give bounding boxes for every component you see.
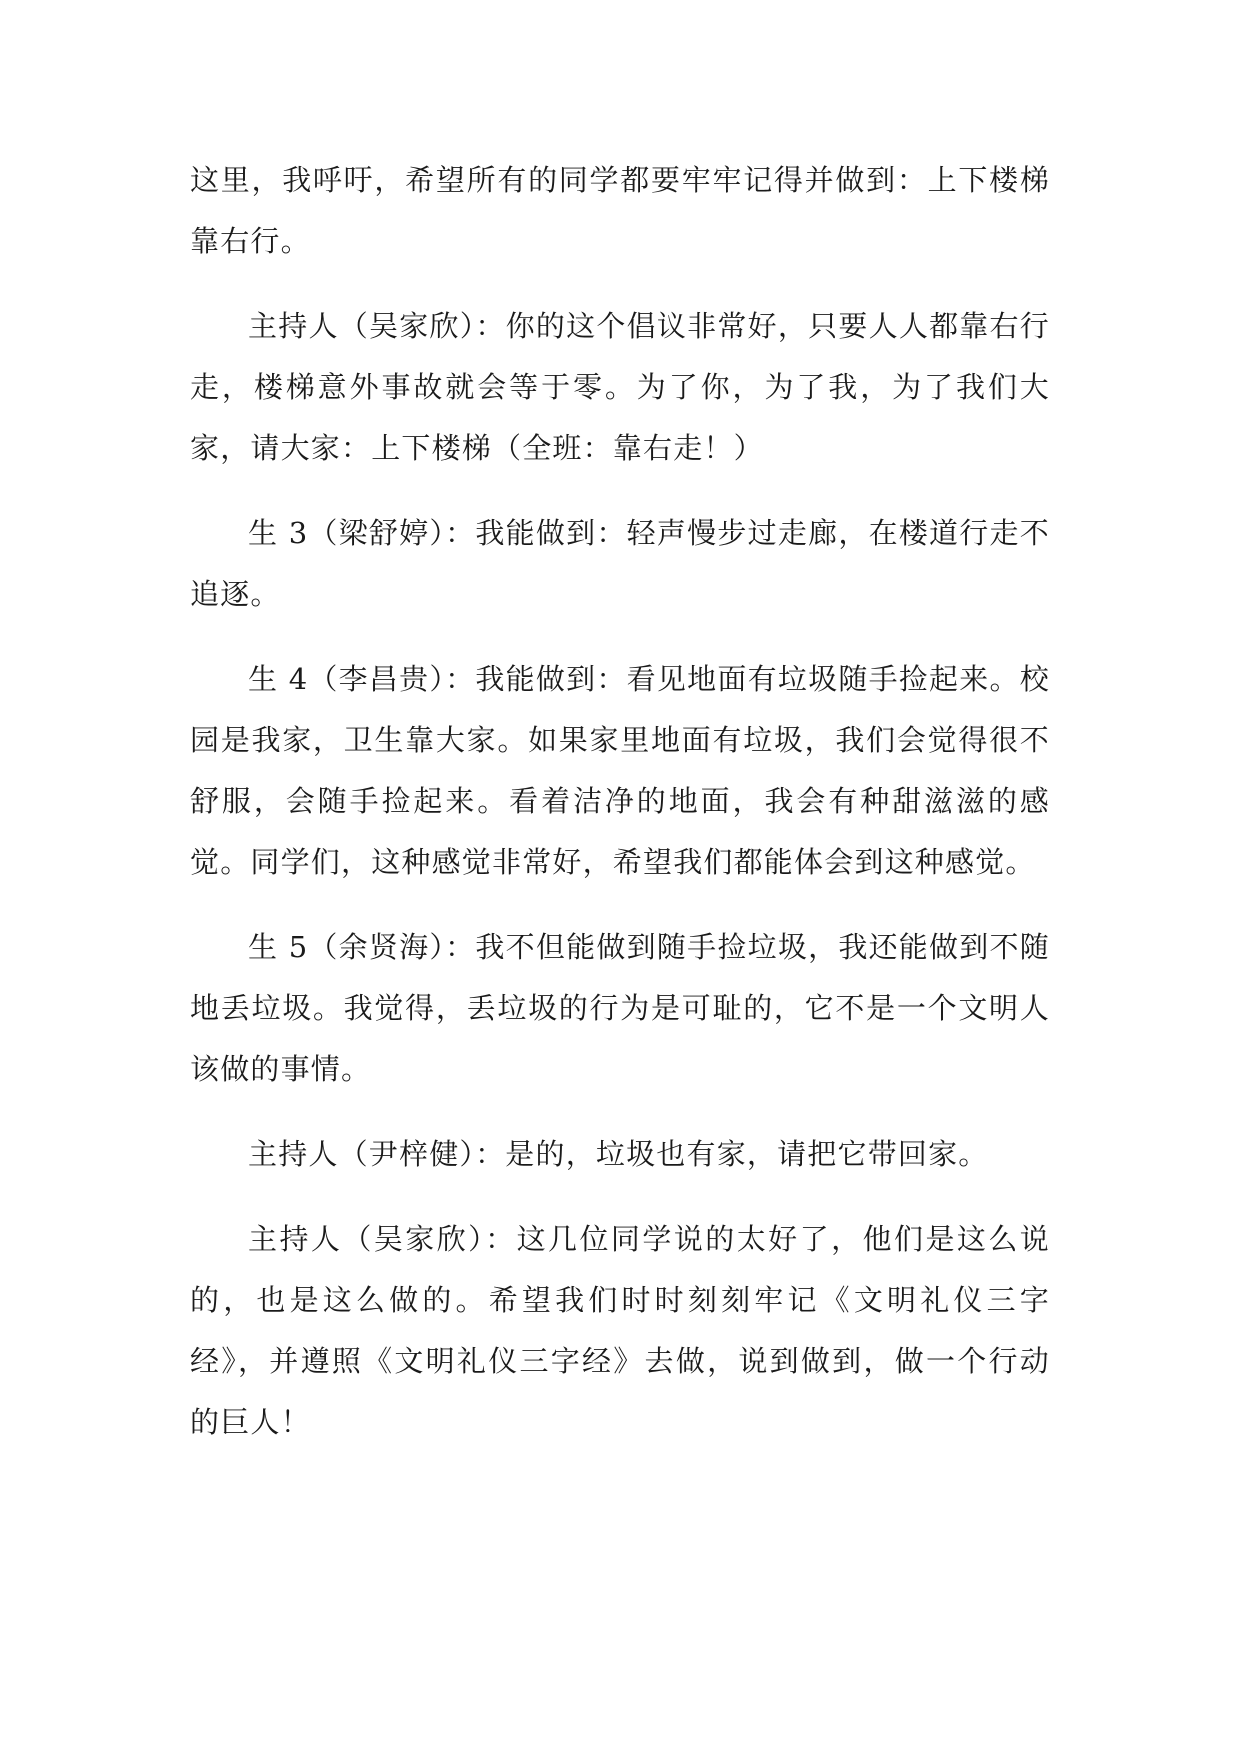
paragraph-student-5: 生 5（余贤海）：我不但能做到随手捡垃圾，我还能做到不随地丢垃圾。我觉得，丢垃圾的行为是可耻的，它不是一个文明人该做的事情。 bbox=[190, 930, 1050, 1086]
paragraph-student-3: 生 3（梁舒婷）：我能做到：轻声慢步过走廊，在楼道行走不追逐。 bbox=[190, 516, 1050, 611]
paragraph-host-wu-1: 主持人（吴家欣）：你的这个倡议非常好，只要人人都靠右行走，楼梯意外事故就会等于零。为了你，为了我，为了我们大家，请大家：上下楼梯（全班：靠右走！） bbox=[190, 309, 1050, 465]
paragraph-host-wu-2: 主持人（吴家欣）：这几位同学说的太好了，他们是这么说的，也是这么做的。希望我们时时刻刻牢记《文明礼仪三字经》，并遵照《文明礼仪三字经》去做，说到做到，做一个行动的巨人！ bbox=[190, 1222, 1050, 1439]
document-body bbox=[190, 150, 1050, 1477]
paragraph-host-yin: 主持人（尹梓健）：是的，垃圾也有家，请把它带回家。 bbox=[248, 1137, 989, 1171]
paragraph-continuation: 这里，我呼吁，希望所有的同学都要牢牢记得并做到：上下楼梯靠右行。 bbox=[190, 163, 1050, 258]
paragraph-student-4: 生 4（李昌贵）：我能做到：看见地面有垃圾随手捡起来。校园是我家，卫生靠大家。如果家里地面有垃圾，我们会觉得很不舒服，会随手捡起来。看着洁净的地面，我会有种甜滋滋的感觉。同学们，这种感觉非常好，希望我们都能体会到这种感觉。 bbox=[190, 662, 1050, 879]
